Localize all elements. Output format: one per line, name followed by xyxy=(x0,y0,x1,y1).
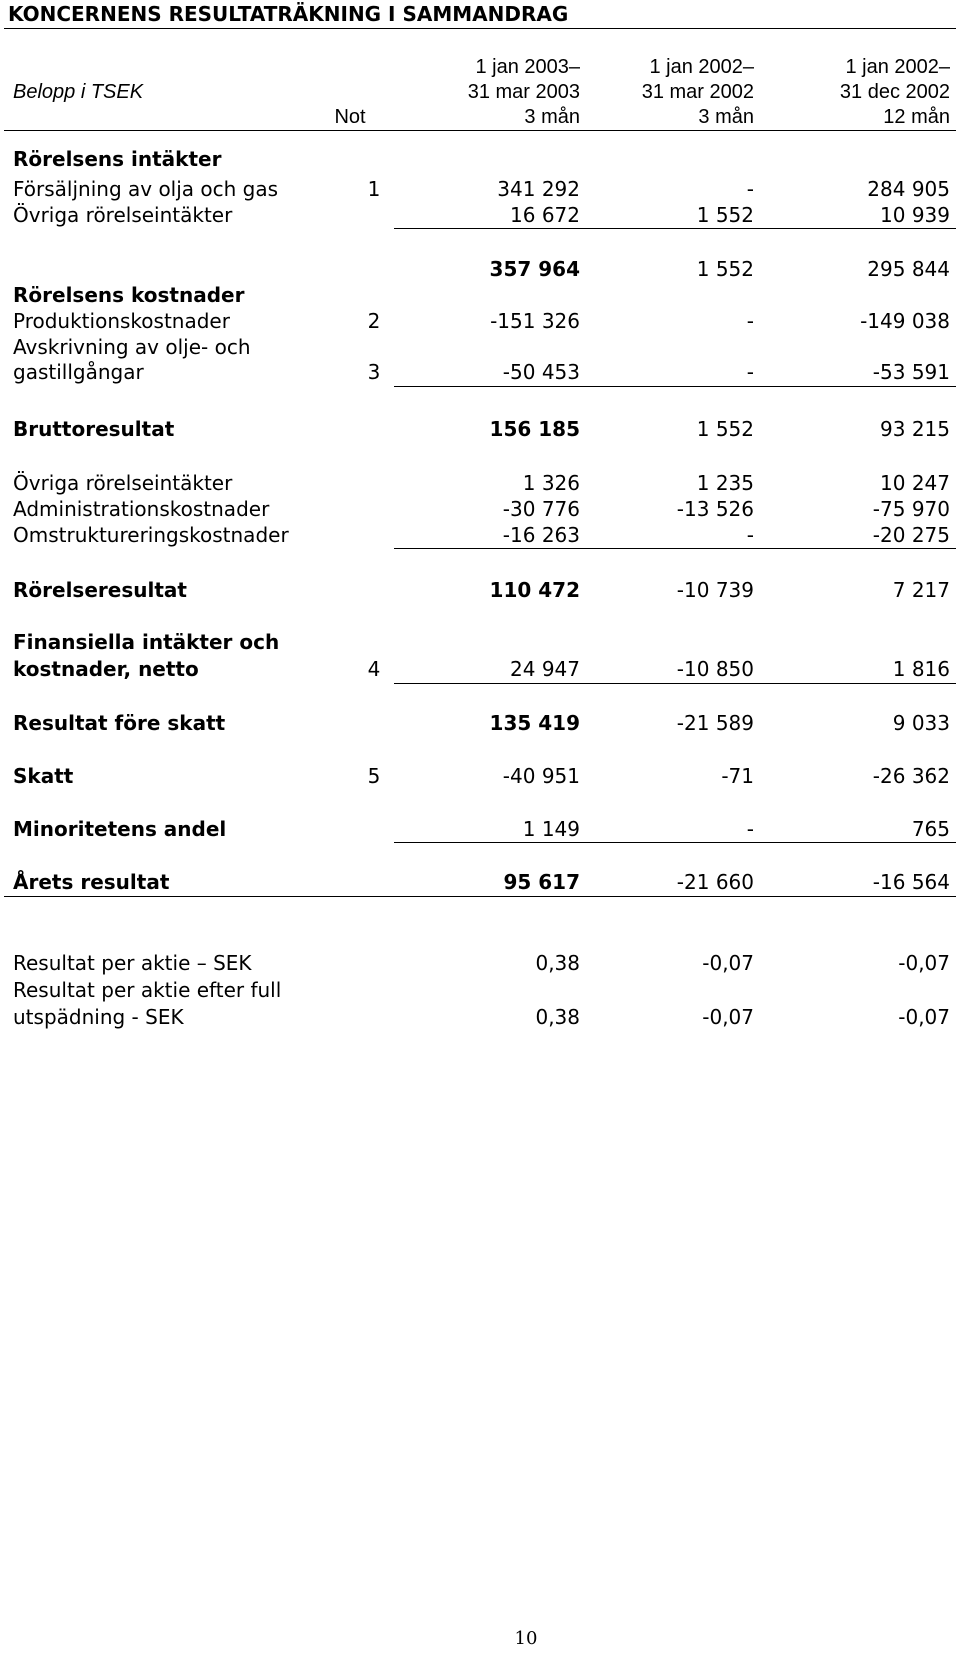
row-label: Finansiella intäkter och xyxy=(13,630,280,654)
col3-header-line1: 1 jan 2002– xyxy=(845,56,950,78)
row-label-cont: utspädning - SEK xyxy=(13,1005,184,1029)
row-value-col1: 110 472 xyxy=(489,578,580,602)
row-label: Produktionskostnader xyxy=(13,309,230,333)
row-label: Övriga rörelseintäkter xyxy=(13,471,233,495)
row-value-col3: -0,07 xyxy=(898,1005,950,1029)
row-value-col2: - xyxy=(746,360,754,384)
total-rule xyxy=(4,896,956,897)
row-label: Resultat per aktie – SEK xyxy=(13,951,252,975)
row-note: 2 xyxy=(367,309,381,333)
row-value-col1: -30 776 xyxy=(502,497,580,521)
row-note: 5 xyxy=(367,764,381,788)
row-value-col1: 95 617 xyxy=(503,870,580,894)
row-value-col2: - xyxy=(746,817,754,841)
row-value-col3: -75 970 xyxy=(872,497,950,521)
col3-header-line3: 12 mån xyxy=(883,106,950,128)
row-value-col1: -16 263 xyxy=(502,523,580,547)
row-value-col1: -50 453 xyxy=(502,360,580,384)
row-value-col2: -13 526 xyxy=(676,497,754,521)
row-label: Rörelseresultat xyxy=(13,578,187,602)
row-value-col3: 7 217 xyxy=(892,578,950,602)
header-underline xyxy=(4,130,956,131)
section-heading-income: Rörelsens intäkter xyxy=(13,147,222,171)
row-value-col1: 0,38 xyxy=(535,951,580,975)
row-value-col3: -16 564 xyxy=(872,870,950,894)
row-label-cont: gastillgångar xyxy=(13,360,144,384)
row-value-col1: 1 326 xyxy=(522,471,580,495)
row-value-col3: -26 362 xyxy=(872,764,950,788)
row-value-col1: -151 326 xyxy=(490,309,580,333)
title-underline xyxy=(4,28,956,29)
row-value-col3: -149 038 xyxy=(860,309,950,333)
row-label: Försäljning av olja och gas xyxy=(13,177,279,201)
row-value-col2: 1 552 xyxy=(696,203,754,227)
row-value-col2: -0,07 xyxy=(702,951,754,975)
row-value-col2: -71 xyxy=(721,764,754,788)
row-value-col1: -40 951 xyxy=(502,764,580,788)
subtotal-col3: 295 844 xyxy=(867,257,950,281)
row-value-col3: -20 275 xyxy=(872,523,950,547)
col1-header-line1: 1 jan 2003– xyxy=(475,56,580,78)
row-value-col3: -0,07 xyxy=(898,951,950,975)
row-label: Omstruktureringskostnader xyxy=(13,523,289,547)
row-value-col1: 16 672 xyxy=(510,203,580,227)
row-label-cont: kostnader, netto xyxy=(13,657,199,681)
row-value-col3: 10 939 xyxy=(880,203,950,227)
row-value-col2: - xyxy=(746,309,754,333)
row-label: Administrationskostnader xyxy=(13,497,270,521)
row-label: Minoritetens andel xyxy=(13,817,227,841)
row-value-col2: -21 660 xyxy=(676,870,754,894)
row-value-col1: 341 292 xyxy=(497,177,580,201)
row-value-col3: 765 xyxy=(911,817,950,841)
row-value-col3: 10 247 xyxy=(880,471,950,495)
col2-header-line3: 3 mån xyxy=(698,106,754,128)
row-value-col3: 284 905 xyxy=(867,177,950,201)
row-value-col3: -53 591 xyxy=(872,360,950,384)
row-label: Avskrivning av olje- och xyxy=(13,335,251,359)
subtotal-rule xyxy=(394,842,956,843)
row-note: 4 xyxy=(367,657,381,681)
row-value-col3: 9 033 xyxy=(892,711,950,735)
row-value-col2: -10 850 xyxy=(676,657,754,681)
row-value-col2: -10 739 xyxy=(676,578,754,602)
row-value-col2: -0,07 xyxy=(702,1005,754,1029)
subtotal-col2: 1 552 xyxy=(696,257,754,281)
col2-header-line2: 31 mar 2002 xyxy=(641,81,754,103)
col3-header-line2: 31 dec 2002 xyxy=(839,81,950,103)
col1-header-line2: 31 mar 2003 xyxy=(467,81,580,103)
row-label: Årets resultat xyxy=(13,870,170,894)
row-label: Resultat per aktie efter full xyxy=(13,978,282,1002)
row-value-col1: 0,38 xyxy=(535,1005,580,1029)
row-value-col2: -21 589 xyxy=(676,711,754,735)
col2-header-line1: 1 jan 2002– xyxy=(649,56,754,78)
row-value-col1: 24 947 xyxy=(510,657,580,681)
row-label: Resultat före skatt xyxy=(13,711,226,735)
row-note: 3 xyxy=(367,360,381,384)
row-value-col2: 1 552 xyxy=(696,417,754,441)
subtotal-rule xyxy=(394,683,956,684)
subtotal-rule xyxy=(394,228,956,229)
subtotal-rule xyxy=(394,386,956,387)
row-value-col3: 1 816 xyxy=(892,657,950,681)
row-value-col1: 1 149 xyxy=(522,817,580,841)
row-note: 1 xyxy=(367,177,381,201)
col1-header-line3: 3 mån xyxy=(524,106,580,128)
row-value-col3: 93 215 xyxy=(880,417,950,441)
row-value-col2: - xyxy=(746,523,754,547)
row-value-col2: 1 235 xyxy=(696,471,754,495)
subtotal-rule xyxy=(394,548,956,549)
not-header: Not xyxy=(334,106,366,128)
row-label: Bruttoresultat xyxy=(13,417,175,441)
row-value-col1: 135 419 xyxy=(489,711,580,735)
page-title: KONCERNENS RESULTATRÄKNING I SAMMANDRAG xyxy=(8,2,569,26)
amount-unit-label: Belopp i TSEK xyxy=(13,81,144,103)
row-label: Skatt xyxy=(13,764,74,788)
subtotal-col1: 357 964 xyxy=(489,257,580,281)
row-value-col2: - xyxy=(746,177,754,201)
row-label: Övriga rörelseintäkter xyxy=(13,203,233,227)
page-number: 10 xyxy=(514,1628,538,1649)
row-value-col1: 156 185 xyxy=(489,417,580,441)
section-heading-costs: Rörelsens kostnader xyxy=(13,283,245,307)
